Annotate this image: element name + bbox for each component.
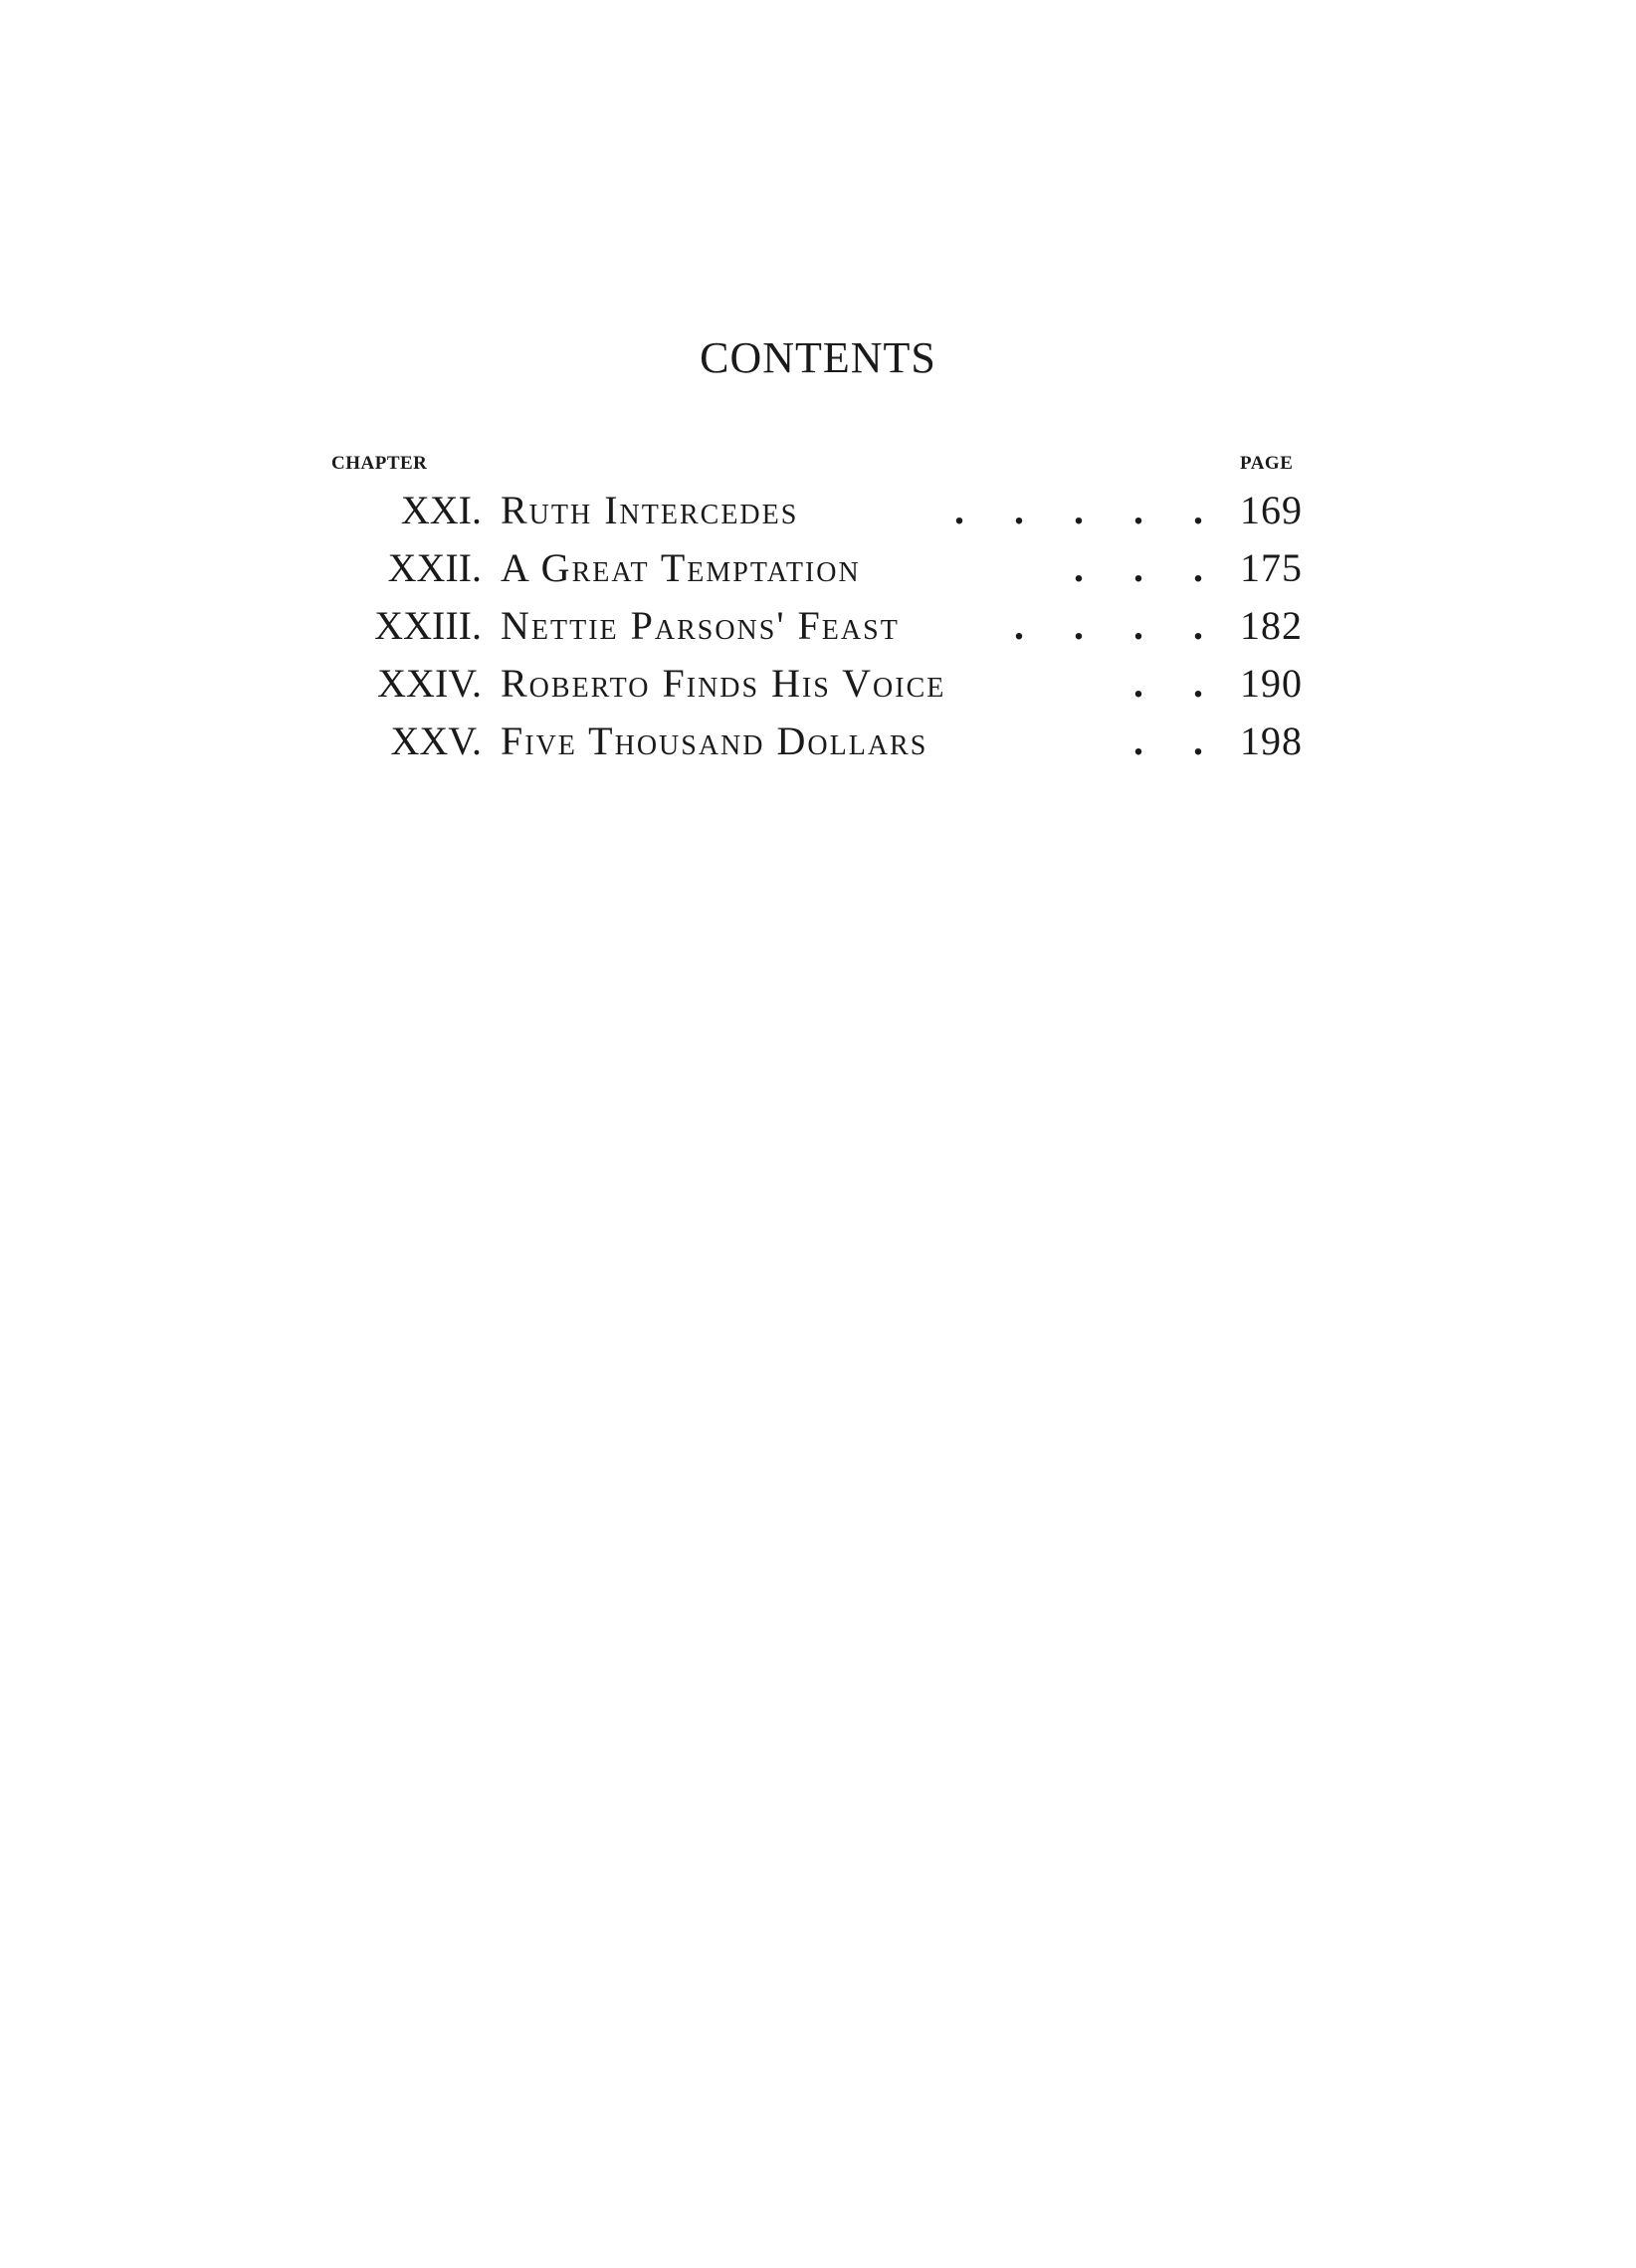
- leader-dots: . .: [1133, 719, 1223, 763]
- leader-dots: . .: [1133, 661, 1223, 706]
- chapter-title: A Great Temptation: [501, 545, 861, 590]
- toc-entry: [0, 655, 1636, 713]
- leader-dots: . . . .: [1014, 603, 1223, 648]
- chapter-title: Nettie Parsons' Feast: [501, 603, 900, 648]
- chapter-column-label: CHAPTER: [331, 453, 428, 474]
- toc-entry: [0, 482, 1636, 539]
- page-number: 169: [1240, 488, 1303, 532]
- chapter-number: XXIV.: [377, 661, 482, 706]
- page-number: 175: [1240, 545, 1303, 590]
- toc-entry: [0, 713, 1636, 770]
- chapter-number: XXII.: [387, 545, 482, 590]
- chapter-title: Ruth Intercedes: [501, 488, 799, 532]
- page-number: 198: [1240, 719, 1303, 763]
- toc-entry: [0, 539, 1636, 597]
- chapter-title: Five Thousand Dollars: [501, 719, 928, 763]
- page-title: CONTENTS: [700, 333, 936, 382]
- page-column-label: PAGE: [1240, 453, 1294, 474]
- chapter-number: XXV.: [390, 719, 482, 763]
- chapter-number: XXIII.: [374, 603, 482, 648]
- leader-dots: . . . . .: [954, 488, 1223, 532]
- leader-dots: . . .: [1074, 545, 1223, 590]
- chapter-title: Roberto Finds His Voice: [501, 661, 946, 706]
- chapter-number: XXI.: [400, 488, 482, 532]
- toc-entry: [0, 597, 1636, 655]
- page-number: 182: [1240, 603, 1303, 648]
- page-number: 190: [1240, 661, 1303, 706]
